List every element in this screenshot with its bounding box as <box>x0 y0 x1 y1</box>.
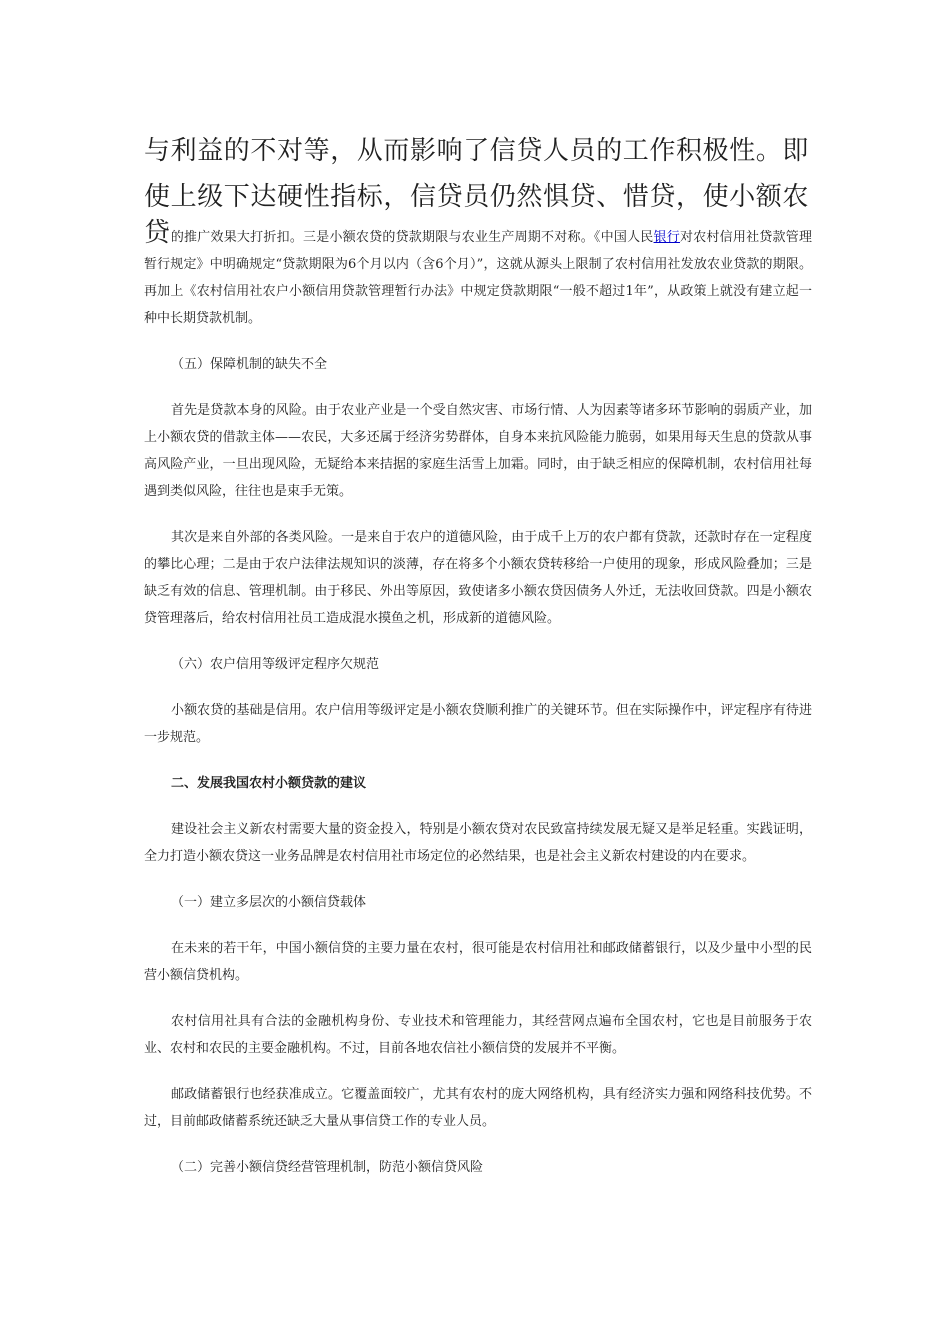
paragraph-postal-bank: 邮政储蓄银行也经获准成立。它覆盖面较广，尤其有农村的庞大网络机构，具有经济实力强和网络科技优势。不过，目前邮政储蓄系统还缺乏大量从事信贷工作的专业人员。 <box>144 1087 812 1129</box>
paragraph-new-countryside: 建设社会主义新农村需要大量的资金投入，特别是小额农贷对农民致富持续发展无疑又是举足轻重。实践证明，全力打造小额农贷这一业务品牌是农村信用社市场定位的必然结果，也是社会主义新农村建设的内在要求。 <box>144 822 812 864</box>
paragraph-text: 的推广效果大打折扣。三是小额农贷的贷款期限与农业生产周期不对称。《中国人民 <box>170 230 654 245</box>
bank-link[interactable]: 银行 <box>653 230 680 245</box>
section-heading-5: （五）保障机制的缺失不全 <box>171 357 328 372</box>
paragraph-external-risk: 其次是来自外部的各类风险。一是来自于农户的道德风险，由于成千上万的农户都有贷款，还款时存在一定程度的攀比心理；二是由于农户法律法规知识的淡薄，存在将多个小额农贷转移给一户使用的现象，形成风险叠加；三是缺乏有效的信息、管理机制。由于移民、外出等原因，致使诸多小额农贷因债务人外迁，无法收回贷款。四是小额农贷管理落后，给农村信用社员工造成混水摸鱼之机，形成新的道德风险。 <box>144 530 812 626</box>
paragraph-credit-cooperatives: 农村信用社具有合法的金融机构身份、专业技术和管理能力，其经营网点遍布全国农村，它也是目前服务于农业、农村和农民的主要金融机构。不过，目前各地农信社小额信贷的发展并不平衡。 <box>144 1014 812 1056</box>
paragraph-loan-term <box>144 220 812 332</box>
large-text-char: 贷 <box>144 218 171 248</box>
document-content <box>144 128 812 1181</box>
paragraph-loan-risk: 首先是贷款本身的风险。由于农业产业是一个受自然灾害、市场行情、人为因素等诸多环节影响的弱质产业，加上小额农贷的借款主体——农民，大多还属于经济劣势群体，自身本来抗风险能力脆弱，如果用每天生息的贷款从事高风险产业，一旦出现风险，无疑给本来拮据的家庭生活雪上加霜。同时，由于缺乏相应的保障机制，农村信用社每遇到类似风险，往往也是束手无策。 <box>144 403 812 499</box>
section-heading-1: （一）建立多层次的小额信贷载体 <box>171 895 367 910</box>
chapter-heading-2: 二、发展我国农村小额贷款的建议 <box>171 776 367 791</box>
paragraph-future-forces: 在未来的若干年，中国小额信贷的主要力量在农村，很可能是农村信用社和邮政储蓄银行，以及少量中小型的民营小额信贷机构。 <box>144 941 812 983</box>
section-heading-6: （六）农户信用等级评定程序欠规范 <box>171 657 380 672</box>
paragraph-credit-rating: 小额农贷的基础是信用。农户信用等级评定是小额农贷顺利推广的关键环节。但在实际操作中，评定程序有待进一步规范。 <box>144 703 812 745</box>
section-heading-2b: （二）完善小额信贷经营管理机制，防范小额信贷风险 <box>171 1160 484 1175</box>
large-text-line-1: 与利益的不对等，从而影响了信贷人员的工作积极性。即 <box>144 136 810 166</box>
paragraph-text: 对农村信用社贷款管理暂行规定》中明确规定“贷款期限为6个月以内（含6个月）”，这就从源头上限制了农村信用社发放农业贷款的期限。再加上《农村信用社农户小额信用贷款管理暂行办法》中规定贷款期限“一般不超过1年”，从政策上就没有建立起一种中长期贷款机制。 <box>144 230 812 326</box>
large-text-line-2: 使上级下达硬性指标，信贷员仍然惧贷、惜贷，使小额农 <box>144 182 810 212</box>
